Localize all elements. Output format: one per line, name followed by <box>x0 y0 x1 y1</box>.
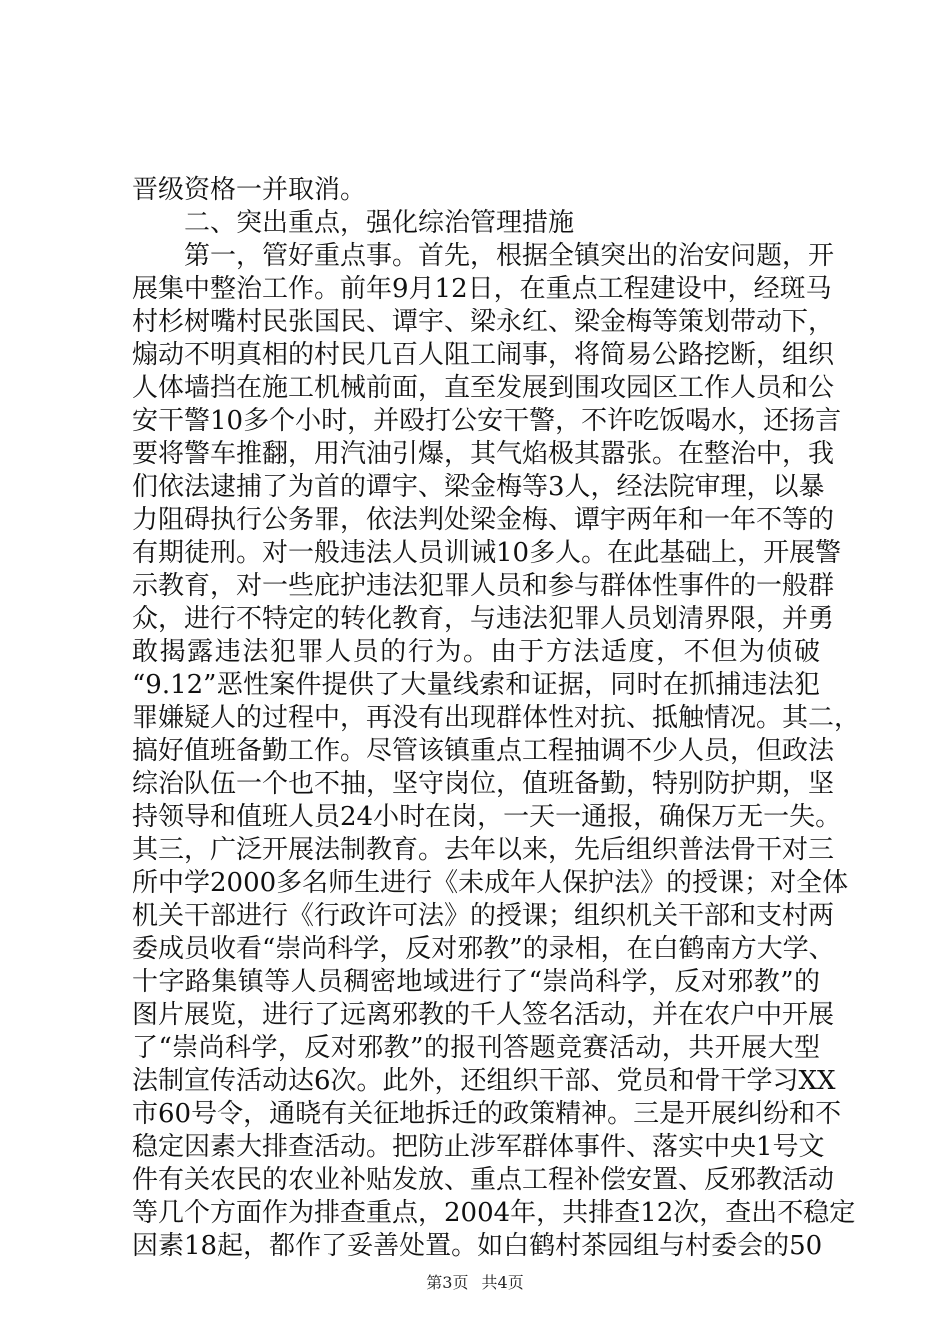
text-line: 搞好值班备勤工作。尽管该镇重点工程抽调不少人员，但政法 <box>132 736 835 766</box>
text-line: 安干警10多个小时，并殴打公安干警，不许吃饭喝水，还扬言 <box>132 406 842 436</box>
text-line: 综治队伍一个也不抽，坚守岗位，值班备勤，特别防护期，坚 <box>132 769 835 799</box>
text-line: 晋级资格一并取消。 <box>132 175 367 205</box>
text-line: 法制宣传活动达6次。此外，还组织干部、党员和骨干学习XX <box>132 1066 836 1096</box>
text-line: 因素18起，都作了妥善处置。如白鹤村茶园组与村委会的50 <box>132 1231 823 1261</box>
text-line: 展集中整治工作。前年9月12日，在重点工程建设中，经斑马 <box>132 274 832 304</box>
text-line: 二、突出重点，强化综治管理措施 <box>184 208 575 238</box>
text-line: 第一，管好重点事。首先，根据全镇突出的治安问题，开 <box>184 241 835 271</box>
text-line: 持领导和值班人员24小时在岗，一天一通报，确保万无一失。 <box>132 802 842 832</box>
text-line: 众，进行不特定的转化教育，与违法犯罪人员划清界限，并勇 <box>132 604 835 634</box>
text-line: 了“崇尚科学，反对邪教”的报刊答题竞赛活动，共开展大型 <box>132 1033 820 1063</box>
text-line: 罪嫌疑人的过程中，再没有出现群体性对抗、抵触情况。其二， <box>132 703 861 733</box>
text-line: 机关干部进行《行政许可法》的授课；组织机关干部和支村两 <box>132 901 835 931</box>
text-line: 人体墙挡在施工机械前面，直至发展到围攻园区工作人员和公 <box>132 373 835 403</box>
text-line: 稳定因素大排查活动。把防止涉军群体事件、落实中央1号文 <box>132 1132 825 1162</box>
text-line: 所中学2000多名师生进行《未成年人保护法》的授课；对全体 <box>132 868 849 898</box>
text-line: 力阻碍执行公务罪，依法判处梁金梅、谭宇两年和一年不等的 <box>132 505 835 535</box>
text-line: 煽动不明真相的村民几百人阻工闹事，将简易公路挖断，组织 <box>132 340 835 370</box>
text-line: “9.12”恶性案件提供了大量线索和证据，同时在抓捕违法犯 <box>132 670 820 700</box>
text-line: 市60号令，通晓有关征地拆迁的政策精神。三是开展纠纷和不 <box>132 1099 842 1129</box>
text-line: 示教育，对一些庇护违法犯罪人员和参与群体性事件的一般群 <box>132 571 835 601</box>
text-line: 十字路集镇等人员稠密地域进行了“崇尚科学，反对邪教”的 <box>132 967 820 997</box>
text-line: 村杉树嘴村民张国民、谭宇、梁永红、梁金梅等策划带动下， <box>132 307 835 337</box>
page-footer <box>0 1270 950 1293</box>
text-line: 们依法逮捕了为首的谭宇、梁金梅等3人，经法院审理，以暴 <box>132 472 825 502</box>
text-line: 等几个方面作为排查重点，2004年，共排查12次，查出不稳定 <box>132 1198 856 1228</box>
text-line: 件有关农民的农业补贴发放、重点工程补偿安置、反邪教活动 <box>132 1165 835 1195</box>
text-line: 委成员收看“崇尚科学，反对邪教”的录相，在白鹤南方大学、 <box>132 934 835 964</box>
text-line: 要将警车推翻，用汽油引爆，其气焰极其嚣张。在整治中，我 <box>132 439 835 469</box>
text-line: 其三，广泛开展法制教育。去年以来，先后组织普法骨干对三 <box>132 835 835 865</box>
page-total: 共4页 <box>481 1273 524 1292</box>
text-line: 有期徒刑。对一般违法人员训诫10多人。在此基础上，开展警 <box>132 538 842 568</box>
page-number: 第3页 <box>426 1273 469 1292</box>
document-body <box>132 174 861 1263</box>
text-line: 敢揭露违法犯罪人员的行为。由于方法适度，不但为侦破 <box>132 637 820 667</box>
text-line: 图片展览，进行了远离邪教的千人签名活动，并在农户中开展 <box>132 1000 835 1030</box>
